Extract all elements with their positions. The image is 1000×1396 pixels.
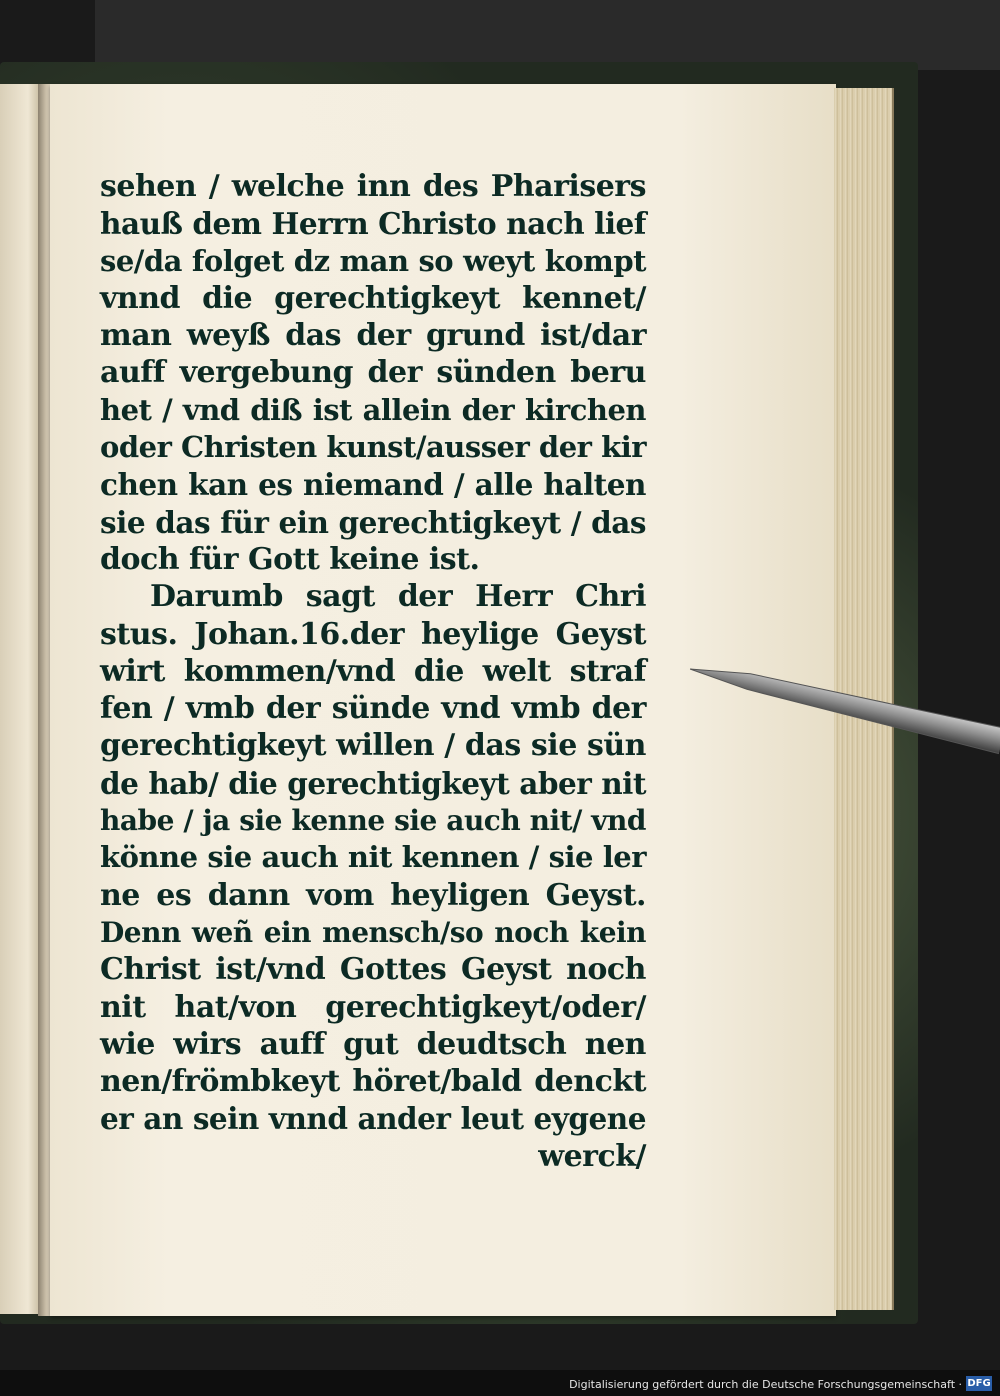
page-text bbox=[100, 168, 646, 1175]
text-line: sehen / welche inn des Pharisers bbox=[100, 169, 646, 204]
text-line: wie wirs auff gut deudtsch nen bbox=[100, 1026, 646, 1062]
text-line: hauß dem Herrn Christo nach lief bbox=[100, 206, 646, 242]
text-line: man weyß das der grund ist/dar bbox=[100, 318, 646, 354]
text-line: nen/frömbkeyt höret/bald denckt bbox=[100, 1064, 646, 1100]
left-page-edge bbox=[0, 84, 40, 1314]
scan-background bbox=[95, 0, 1000, 70]
dfg-logo: DFG bbox=[967, 1378, 991, 1389]
text-line: ne es dann vom heyligen Geyst. bbox=[100, 877, 646, 913]
text-line: sie das für ein gerechtigkeyt / das bbox=[100, 504, 646, 540]
text-line: wirt kommen/vnd die welt straf bbox=[100, 653, 646, 689]
text-line: habe / ja sie kenne sie auch nit/ vnd bbox=[100, 804, 646, 838]
footer-credit: Digitalisierung gefördert durch die Deutsche Forschungsgemeinschaft · bbox=[569, 1378, 962, 1391]
text-line: vnnd die gerechtigkeyt kennet/ bbox=[100, 280, 646, 316]
text-line: stus. Johan.16.der heylige Geyst bbox=[100, 616, 646, 652]
text-line: chen kan es niemand / alle halten bbox=[100, 467, 646, 503]
text-line: het / vnd diß ist allein der kirchen bbox=[100, 392, 646, 427]
text-line: er an sein vnnd ander leut eygene bbox=[100, 1101, 646, 1137]
text-line: gerechtigkeyt willen / das sie sün bbox=[100, 728, 646, 764]
text-line: Christ ist/vnd Gottes Geyst noch bbox=[100, 952, 646, 988]
text-line: nit hat/von gerechtigkeyt/oder/ bbox=[100, 989, 646, 1025]
text-line: Denn weñ ein mensch/so noch kein bbox=[100, 915, 646, 949]
text-line: werck/ bbox=[538, 1138, 646, 1174]
text-line: doch für Gott keine ist. bbox=[100, 541, 480, 577]
text-line: auff vergebung der sünden beru bbox=[100, 355, 646, 391]
text-line: oder Christen kunst/ausser der kir bbox=[100, 430, 646, 465]
text-line: se/da folget dz man so weyt kompt bbox=[100, 243, 646, 278]
text-line: Darumb sagt der Herr Chri bbox=[150, 579, 646, 615]
text-line: de hab/ die gerechtigkeyt aber nit bbox=[100, 765, 646, 801]
text-line: fen / vmb der sünde vnd vmb der bbox=[100, 691, 646, 727]
text-line: könne sie auch nit kennen / sie ler bbox=[100, 840, 646, 875]
